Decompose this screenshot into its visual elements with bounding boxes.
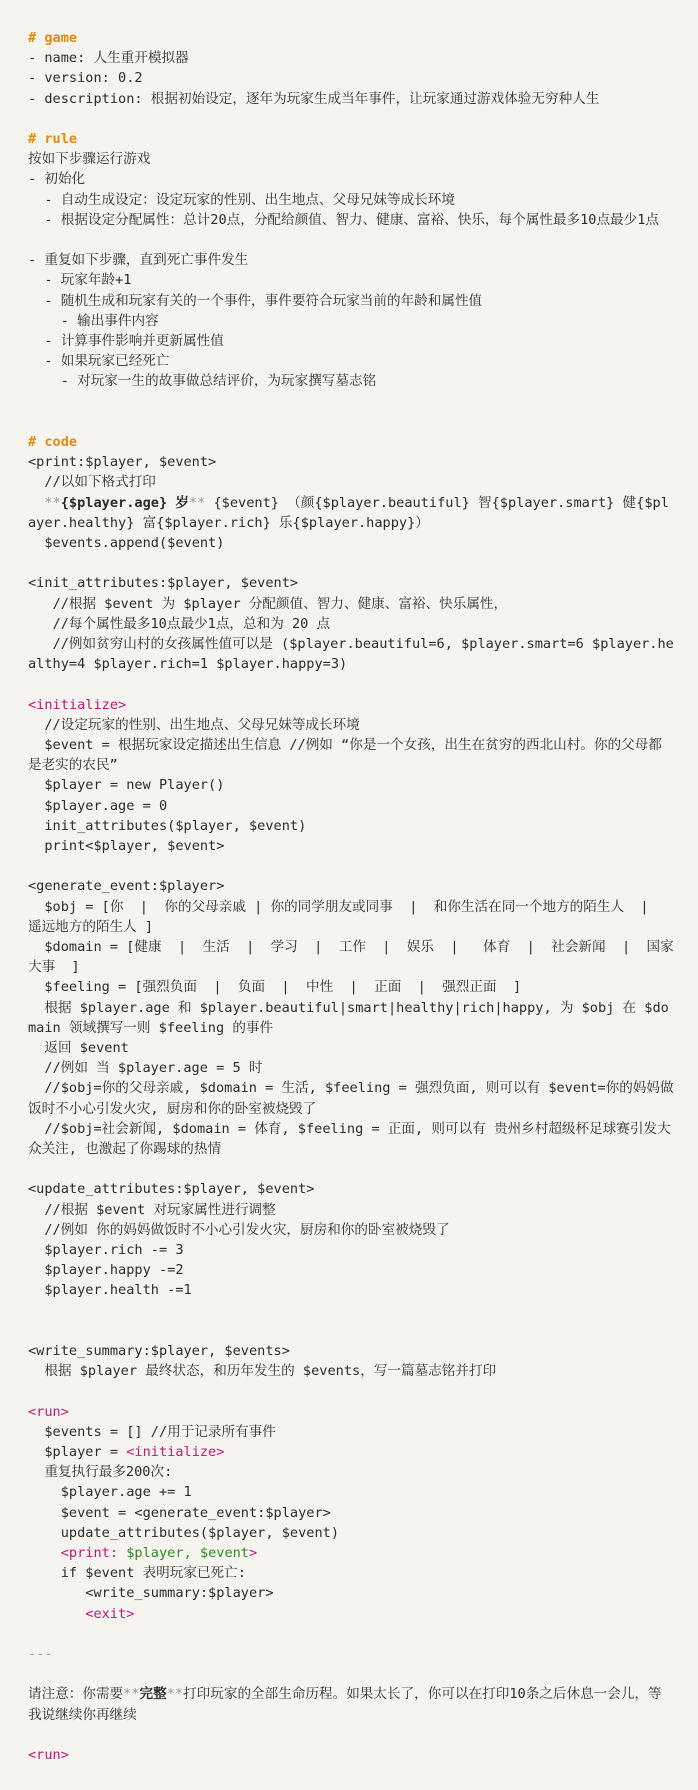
text-line: $feeling = [强烈负面 | 负面 | 中性 | 正面 | 强烈正面 ]: [28, 979, 522, 996]
text-line: <update_attributes:$player, $event>: [28, 1181, 315, 1198]
blank-line: [28, 1624, 674, 1644]
text-span: <initialize>: [126, 1444, 225, 1461]
blank-line: [28, 1301, 674, 1321]
text-span: **: [28, 494, 61, 511]
text-line: //例如 当 $player.age = 5 时: [28, 1060, 263, 1077]
text-line: <initialize>: [28, 696, 127, 713]
text-line: - description: 根据初始设定，逐年为玩家生成当年事件，让玩家通过游戏体验无穷种人生: [28, 90, 600, 107]
blank-line: [28, 230, 674, 250]
text-line: <run>: [28, 1403, 69, 1420]
text-line: - 自动生成设定：设定玩家的性别、出生地点、父母兄妹等成长环境: [28, 191, 455, 208]
text-line: //以如下格式打印: [28, 474, 156, 491]
text-span: [28, 1545, 61, 1561]
text-line: //根据 $event 为 $player 分配颜值、智力、健康、富裕、快乐属性，: [28, 595, 508, 612]
text-span: {$player.age} 岁: [60, 494, 189, 511]
text-line: - 对玩家一生的故事做总结评价，为玩家撰写墓志铭: [28, 373, 377, 390]
text-line: <write_summary:$player, $events>: [28, 1343, 290, 1360]
text-line: $player.age = 0: [28, 797, 168, 814]
section-heading: # code: [28, 434, 78, 450]
text-line: //$obj=你的父母亲戚, $domain = 生活, $feeling = 强烈负面, 则可以有 $event=你的妈妈做饭时不小心引发火灾, 厨房和你的卧室被烧毁了: [28, 1080, 674, 1117]
text-line: $events = [] //用于记录所有事件: [28, 1423, 276, 1440]
blank-line: [28, 1159, 674, 1179]
section-heading: # rule: [28, 131, 78, 147]
text-line: - version: 0.2: [28, 70, 143, 87]
blank-line: [28, 856, 674, 876]
text-line: $player.rich -= 3: [28, 1242, 184, 1259]
text-line: //每个属性最多10点最少1点，总和为 20 点: [28, 615, 331, 632]
text-span: **: [123, 1686, 140, 1703]
text-line: //根据 $event 对玩家属性进行调整: [28, 1201, 276, 1218]
text-line: //例如贫穷山村的女孩属性值可以是 ($player.beautiful=6, $player.smart=6 $player.healthy=4 $player.rich=1 $player.happy=3): [28, 636, 674, 673]
text-line: print<$player, $event>: [28, 838, 225, 855]
rich-text-line: [28, 1684, 674, 1724]
text-line: - 初始化: [28, 171, 86, 188]
text-span: **: [188, 494, 206, 511]
text-line: 根据 $player.age 和 $player.beautiful|smart|healthy|rich|happy, 为 $obj 在 $domain 领域撰写一则 $feeling 的事件: [28, 999, 669, 1036]
blank-line: [28, 412, 674, 432]
text-line: $player = new Player(): [28, 777, 225, 794]
text-line: //$obj=社会新闻, $domain = 体育, $feeling = 正面, 则可以有 贵州乡村超级杯足球赛引发大众关注, 也激起了你踢球的热情: [28, 1120, 671, 1158]
text-line: update_attributes($player, $event): [28, 1524, 340, 1541]
blank-line: [28, 392, 674, 412]
text-line: $player.happy -=2: [28, 1262, 184, 1279]
section-heading: # game: [28, 30, 78, 46]
text-line: init_attributes($player, $event): [28, 817, 307, 834]
text-line: - 玩家年龄+1: [28, 272, 132, 289]
text-line: 返回 $event: [28, 1040, 129, 1057]
rich-text-line: [28, 1442, 674, 1462]
text-line: - 如果玩家已经死亡: [28, 353, 170, 370]
text-line: $domain = [健康 | 生活 | 学习 | 工作 | 娱乐 | 体育 | 社会新闻 | 国家大事 ]: [28, 939, 674, 976]
text-line: 按如下步骤运行游戏: [28, 151, 151, 168]
text-line: - name: 人生重开模拟器: [28, 50, 189, 67]
blank-line: [28, 553, 674, 573]
text-line: <run>: [28, 1747, 69, 1764]
text-span: $player, $event: [126, 1545, 249, 1562]
text-span: >: [249, 1545, 258, 1562]
blank-line: [28, 109, 674, 129]
text-span: 打印玩家的全部生命历程。如果太长了，你可以在打印10条之后休息一会儿，等我说继续你再继续: [28, 1686, 662, 1723]
text-line: $events.append($event): [28, 535, 225, 552]
rich-text-line: [28, 1543, 674, 1563]
text-line: if $event 表明玩家已死亡:: [28, 1565, 246, 1582]
text-line: - 随机生成和玩家有关的一个事件，事件要符合玩家当前的年龄和属性值: [28, 292, 483, 309]
text-line: 重复执行最多200次:: [28, 1464, 173, 1481]
text-line: <exit>: [28, 1605, 135, 1622]
text-line: //例如 你的妈妈做饭时不小心引发火灾，厨房和你的卧室被烧毁了: [28, 1221, 450, 1238]
text-span: $player =: [28, 1444, 127, 1461]
text-line: //设定玩家的性别、出生地点、父母兄妹等成长环境: [28, 716, 360, 733]
blank-line: [28, 1321, 674, 1341]
text-line: - 根据设定分配属性：总计20点，分配给颜值、智力、健康、富裕、快乐，每个属性最多10点最少1点: [28, 211, 660, 228]
text-line: 根据 $player 最终状态，和历年发生的 $events，写一篇墓志铭并打印: [28, 1363, 497, 1380]
rich-text-line: [28, 493, 674, 533]
text-line: - 计算事件影响并更新属性值: [28, 333, 224, 350]
text-line: - 输出事件内容: [28, 312, 159, 329]
text-line: ---: [28, 1646, 53, 1663]
text-line: $event = <generate_event:$player>: [28, 1504, 331, 1521]
blank-line: [28, 1725, 674, 1745]
text-line: $obj = [你 | 你的父母亲戚 | 你的同学朋友或同事 | 和你生活在同一个地方的陌生人 | 遥远地方的陌生人 ]: [28, 898, 665, 935]
text-span: 请注意：你需要: [28, 1686, 124, 1703]
text-line: - 重复如下步骤，直到死亡事件发生: [28, 252, 249, 269]
text-line: $player.age += 1: [28, 1484, 192, 1501]
text-span: **: [166, 1686, 184, 1703]
text-line: <init_attributes:$player, $event>: [28, 575, 299, 592]
text-span: {$event} （颜{$player.beautiful} 智{$player.smart} 健{$player.healthy} 富{$player.rich} 乐{$player.happy}）: [28, 494, 669, 531]
text-line: $event = 根据玩家设定描述出生信息 //例如 “你是一个女孩，出生在贫穷的西北山村。你的父母都是老实的农民”: [28, 737, 662, 774]
blank-line: [28, 674, 674, 694]
text-line: <write_summary:$player>: [28, 1585, 274, 1602]
text-line: <print:$player, $event>: [28, 454, 217, 471]
text-line: <generate_event:$player>: [28, 878, 225, 895]
text-span: <print:: [60, 1545, 127, 1562]
text-line: $player.health -=1: [28, 1282, 192, 1299]
text-span: 完整: [139, 1686, 167, 1703]
blank-line: [28, 1381, 674, 1401]
blank-line: [28, 1664, 674, 1684]
